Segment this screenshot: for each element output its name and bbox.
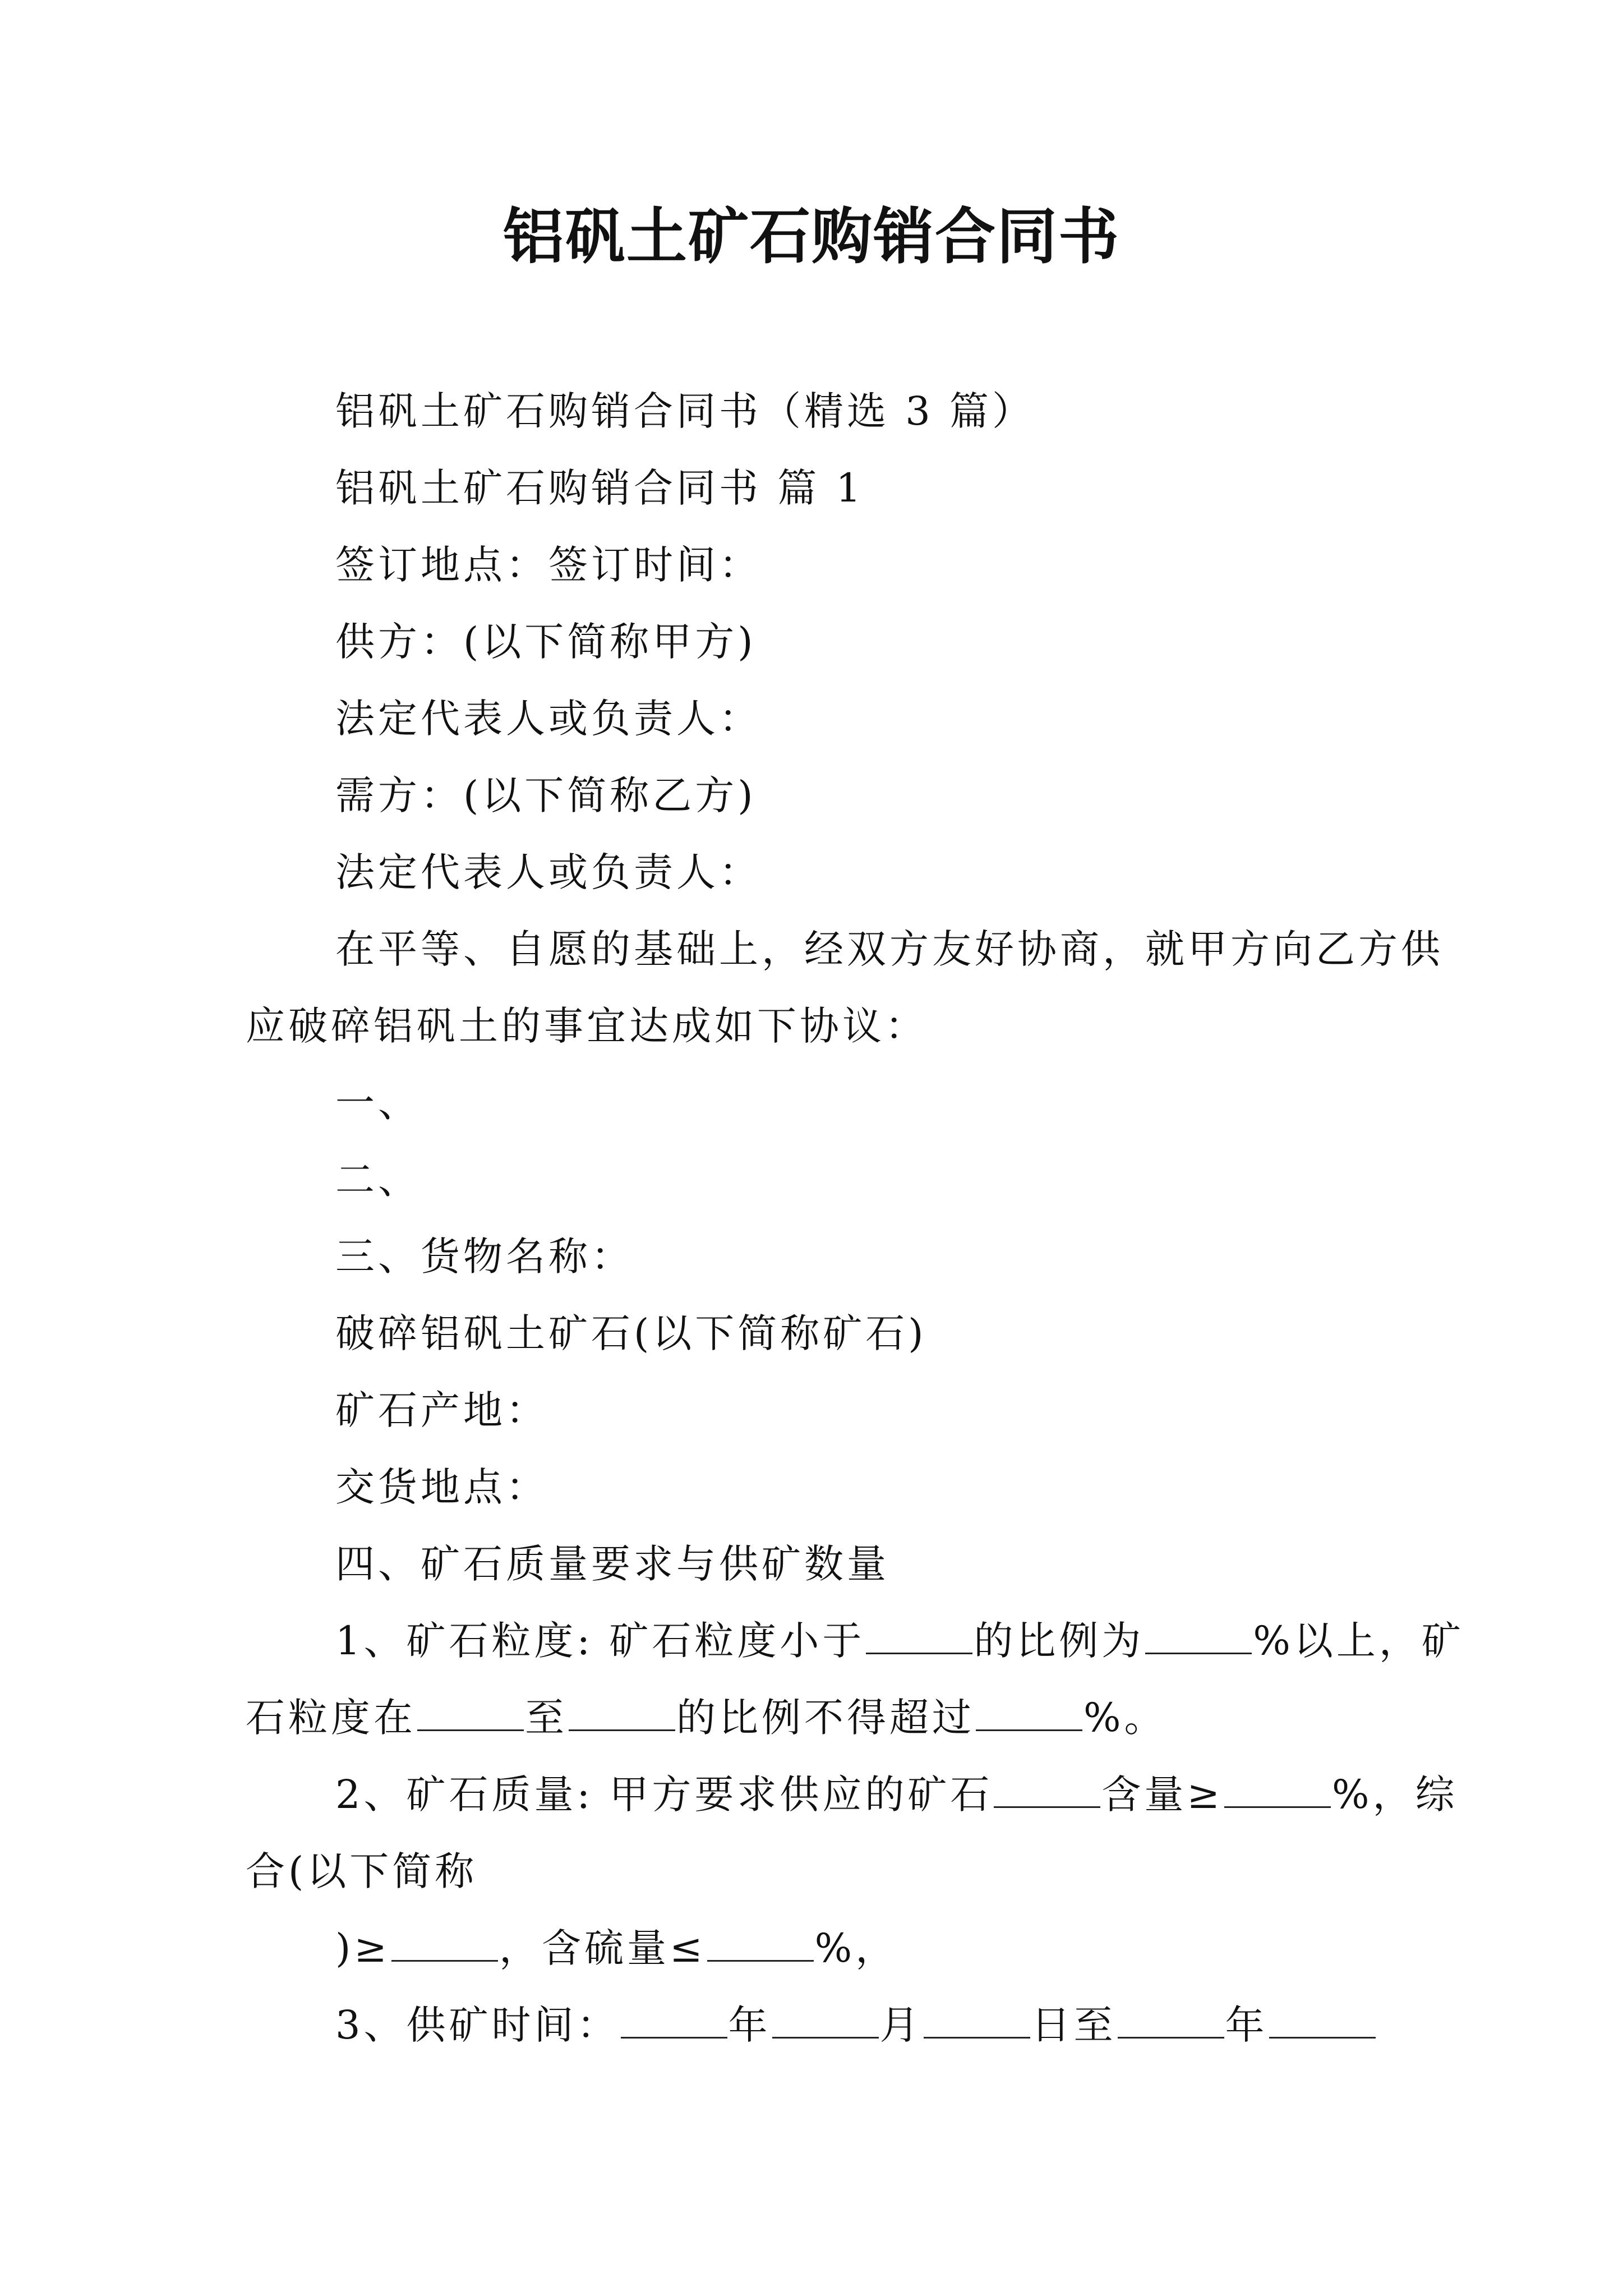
fill-blank xyxy=(866,1613,972,1654)
clause-text: 含量≥ xyxy=(1101,1772,1224,1818)
paragraph: 二、 xyxy=(335,1157,421,1203)
fill-blank xyxy=(994,1767,1100,1808)
paragraph: 铝矾土矿石购销合同书（精选 3 篇） xyxy=(335,388,1035,434)
clause-2 xyxy=(246,1756,1468,1910)
paragraph: 破碎铝矾土矿石(以下简称矿石) xyxy=(335,1310,927,1356)
clause-text: %， xyxy=(814,1925,898,1971)
fill-blank xyxy=(1118,1998,1224,2039)
paragraph: 矿石产地： xyxy=(335,1387,548,1433)
fill-blank xyxy=(772,1998,879,2039)
clause-1 xyxy=(246,1603,1468,1756)
clause-text: 1、矿石粒度: 矿石粒度小于 xyxy=(335,1618,865,1664)
clause-text: 的比例不得超过 xyxy=(676,1695,975,1741)
clause-3 xyxy=(246,1987,1468,2064)
fill-blank xyxy=(924,1998,1030,2039)
clause-text: 2、矿石质量: 甲方要求供应的矿石 xyxy=(335,1772,993,1818)
clause-text: ，含硫量≤ xyxy=(499,1925,706,1971)
paragraph: 供方：(以下简称甲方) xyxy=(335,619,757,665)
clause-text: )≥ xyxy=(335,1925,390,1971)
paragraph: 铝矾土矿石购销合同书 篇 1 xyxy=(335,465,865,511)
paragraph: 需方：(以下简称乙方) xyxy=(335,772,757,818)
clause-text: 3、供矿时间： xyxy=(335,2002,620,2048)
fill-blank xyxy=(417,1690,524,1731)
clause-text: 至 xyxy=(525,1695,568,1741)
clause-text: 综合(以下简称 xyxy=(246,1772,1458,1894)
fill-blank xyxy=(391,1921,498,1962)
paragraph: 一、 xyxy=(335,1080,421,1126)
clause-text: %以上， xyxy=(1253,1618,1422,1664)
paragraph: 在平等、自愿的基础上，经双方友好协商，就甲方向乙方供应破碎铝矾土的事宜达成如下协议： xyxy=(246,926,1444,1049)
clause-text: %， xyxy=(1332,1772,1415,1818)
fill-blank xyxy=(1145,1613,1252,1654)
clause-text: 年 xyxy=(1225,2002,1268,2048)
fill-blank xyxy=(976,1690,1082,1731)
paragraph: 三、货物名称： xyxy=(335,1234,634,1280)
document-title: 铝矾土矿石购销合同书 xyxy=(502,201,1120,272)
paragraph: 签订地点：签订时间： xyxy=(335,542,762,588)
clause-2-continued xyxy=(246,1910,1468,1987)
document-body xyxy=(246,373,1468,2064)
paragraph: 法定代表人或负责人： xyxy=(335,849,762,895)
paragraph: 法定代表人或负责人： xyxy=(335,696,762,742)
clause-text: 矿石粒度在 xyxy=(246,1618,1464,1741)
fill-blank xyxy=(1269,1998,1376,2039)
fill-blank xyxy=(707,1921,814,1962)
paragraph: 交货地点： xyxy=(335,1464,548,1510)
fill-blank xyxy=(1224,1767,1331,1808)
fill-blank xyxy=(569,1690,675,1731)
paragraph: 四、矿石质量要求与供矿数量 xyxy=(335,1541,889,1587)
fill-blank xyxy=(621,1998,727,2039)
clause-text: 年 xyxy=(728,2002,771,2048)
clause-text: 月 xyxy=(879,2002,923,2048)
clause-text: 日至 xyxy=(1031,2002,1117,2048)
clause-text: 的比例为 xyxy=(974,1618,1145,1664)
clause-text: %。 xyxy=(1083,1695,1167,1741)
